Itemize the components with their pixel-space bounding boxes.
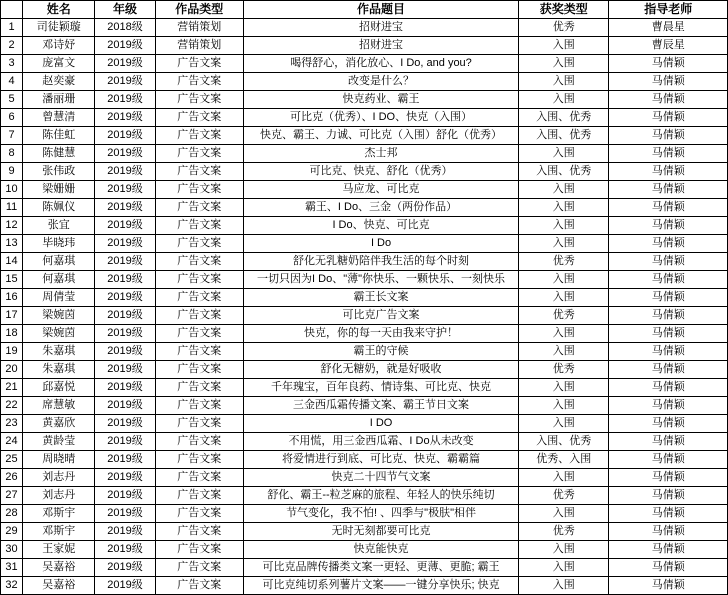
cell-type: 广告文案 (155, 289, 243, 307)
cell-name: 陈健慧 (23, 145, 95, 163)
cell-title: 招财进宝 (243, 37, 518, 55)
cell-title: 马应龙、可比克 (243, 181, 518, 199)
column-header-award: 获奖类型 (519, 1, 609, 19)
cell-grade: 2019级 (95, 541, 155, 559)
cell-index: 10 (1, 181, 23, 199)
cell-grade: 2019级 (95, 91, 155, 109)
cell-index: 23 (1, 415, 23, 433)
cell-type: 广告文案 (155, 451, 243, 469)
cell-type: 广告文案 (155, 523, 243, 541)
cell-type: 广告文案 (155, 559, 243, 577)
cell-tutor: 马倩颖 (609, 91, 728, 109)
cell-name: 邓斯宇 (23, 505, 95, 523)
cell-tutor: 马倩颖 (609, 433, 728, 451)
cell-award: 入围、优秀 (519, 433, 609, 451)
cell-type: 广告文案 (155, 127, 243, 145)
cell-index: 2 (1, 37, 23, 55)
cell-index: 15 (1, 271, 23, 289)
table-row (1, 433, 728, 451)
cell-tutor: 马倩颖 (609, 289, 728, 307)
cell-award: 优秀 (519, 19, 609, 37)
cell-award: 优秀 (519, 487, 609, 505)
cell-award: 入围 (519, 91, 609, 109)
cell-tutor: 马倩颖 (609, 523, 728, 541)
cell-grade: 2019级 (95, 433, 155, 451)
cell-name: 赵奕豪 (23, 73, 95, 91)
table-row (1, 379, 728, 397)
cell-type: 广告文案 (155, 397, 243, 415)
cell-grade: 2019级 (95, 559, 155, 577)
cell-award: 入围 (519, 37, 609, 55)
cell-title: 舒化无乳糖奶陪伴我生活的每个时刻 (243, 253, 518, 271)
cell-grade: 2019级 (95, 523, 155, 541)
cell-name: 毕晓玮 (23, 235, 95, 253)
cell-award: 入围 (519, 289, 609, 307)
column-header-name: 姓名 (23, 1, 95, 19)
cell-type: 广告文案 (155, 199, 243, 217)
cell-grade: 2019级 (95, 163, 155, 181)
cell-type: 广告文案 (155, 487, 243, 505)
cell-type: 广告文案 (155, 235, 243, 253)
cell-award: 优秀、入围 (519, 451, 609, 469)
cell-tutor: 马倩颖 (609, 163, 728, 181)
column-header-type: 作品类型 (155, 1, 243, 19)
cell-title: I Do (243, 235, 518, 253)
cell-tutor: 马倩颖 (609, 451, 728, 469)
cell-award: 入围 (519, 469, 609, 487)
cell-index: 7 (1, 127, 23, 145)
cell-name: 邓斯宇 (23, 523, 95, 541)
cell-award: 入围 (519, 325, 609, 343)
cell-name: 周倩莹 (23, 289, 95, 307)
column-header-grade: 年级 (95, 1, 155, 19)
cell-tutor: 马倩颖 (609, 145, 728, 163)
cell-index: 19 (1, 343, 23, 361)
cell-name: 席慧敏 (23, 397, 95, 415)
cell-title: 舒化无糖奶，就是好吸收 (243, 361, 518, 379)
cell-tutor: 马倩颖 (609, 361, 728, 379)
cell-title: 霸王的守候 (243, 343, 518, 361)
cell-title: 可比克纯切系列薯片文案——一键分享快乐; 快克 (243, 577, 518, 595)
cell-title: 快克药业、霸王 (243, 91, 518, 109)
cell-grade: 2019级 (95, 181, 155, 199)
cell-type: 广告文案 (155, 307, 243, 325)
cell-tutor: 马倩颖 (609, 469, 728, 487)
cell-name: 梁婉茵 (23, 307, 95, 325)
table-row (1, 19, 728, 37)
cell-index: 20 (1, 361, 23, 379)
cell-index: 30 (1, 541, 23, 559)
table-row (1, 469, 728, 487)
cell-title: 可比克、快克、舒化（优秀） (243, 163, 518, 181)
table-row (1, 271, 728, 289)
cell-title: 杰士邦 (243, 145, 518, 163)
cell-name: 司徒颖璇 (23, 19, 95, 37)
cell-grade: 2019级 (95, 451, 155, 469)
cell-index: 4 (1, 73, 23, 91)
cell-index: 13 (1, 235, 23, 253)
table-row (1, 127, 728, 145)
cell-award: 入围 (519, 577, 609, 595)
cell-grade: 2019级 (95, 379, 155, 397)
table-row (1, 577, 728, 595)
cell-tutor: 马倩颖 (609, 271, 728, 289)
cell-grade: 2019级 (95, 307, 155, 325)
table-row (1, 397, 728, 415)
cell-index: 9 (1, 163, 23, 181)
cell-title: 可比克品牌传播类文案一更轻、更薄、更脆; 霸王 (243, 559, 518, 577)
cell-tutor: 马倩颖 (609, 415, 728, 433)
cell-index: 1 (1, 19, 23, 37)
cell-title: 可比克广告文案 (243, 307, 518, 325)
cell-type: 广告文案 (155, 181, 243, 199)
cell-tutor: 马倩颖 (609, 397, 728, 415)
table-row (1, 559, 728, 577)
cell-grade: 2019级 (95, 577, 155, 595)
cell-name: 周晓晴 (23, 451, 95, 469)
cell-name: 刘志丹 (23, 487, 95, 505)
cell-award: 入围 (519, 343, 609, 361)
cell-title: 快克二十四节气文案 (243, 469, 518, 487)
cell-type: 广告文案 (155, 217, 243, 235)
cell-tutor: 马倩颖 (609, 325, 728, 343)
cell-tutor: 马倩颖 (609, 487, 728, 505)
cell-tutor: 马倩颖 (609, 217, 728, 235)
cell-title: 一切只因为I Do、"薄"你快乐、一颗快乐、一刻快乐 (243, 271, 518, 289)
cell-index: 11 (1, 199, 23, 217)
cell-tutor: 马倩颖 (609, 307, 728, 325)
cell-award: 入围 (519, 379, 609, 397)
cell-grade: 2019级 (95, 55, 155, 73)
cell-grade: 2019级 (95, 145, 155, 163)
cell-name: 王家妮 (23, 541, 95, 559)
cell-grade: 2019级 (95, 235, 155, 253)
table-row (1, 541, 728, 559)
cell-grade: 2019级 (95, 109, 155, 127)
cell-type: 广告文案 (155, 109, 243, 127)
table-row (1, 523, 728, 541)
table-row (1, 55, 728, 73)
cell-index: 32 (1, 577, 23, 595)
cell-index: 16 (1, 289, 23, 307)
cell-index: 25 (1, 451, 23, 469)
table-row (1, 37, 728, 55)
cell-award: 入围 (519, 505, 609, 523)
cell-title: 快克能快克 (243, 541, 518, 559)
cell-type: 营销策划 (155, 19, 243, 37)
table-row (1, 199, 728, 217)
cell-index: 14 (1, 253, 23, 271)
cell-index: 6 (1, 109, 23, 127)
cell-tutor: 马倩颖 (609, 235, 728, 253)
cell-name: 庞富文 (23, 55, 95, 73)
cell-index: 27 (1, 487, 23, 505)
cell-name: 何嘉琪 (23, 253, 95, 271)
cell-name: 张宜 (23, 217, 95, 235)
cell-tutor: 马倩颖 (609, 199, 728, 217)
table-row (1, 109, 728, 127)
cell-award: 入围 (519, 559, 609, 577)
cell-tutor: 马倩颖 (609, 505, 728, 523)
cell-title: 节气变化，我不怕! 、四季与"极肤"相伴 (243, 505, 518, 523)
column-header-index (1, 1, 23, 19)
cell-index: 18 (1, 325, 23, 343)
cell-tutor: 马倩颖 (609, 73, 728, 91)
cell-grade: 2019级 (95, 361, 155, 379)
cell-title: 无时无刻都要可比克 (243, 523, 518, 541)
cell-grade: 2019级 (95, 127, 155, 145)
cell-tutor: 马倩颖 (609, 379, 728, 397)
cell-grade: 2019级 (95, 217, 155, 235)
cell-index: 3 (1, 55, 23, 73)
table-header-row (1, 1, 728, 19)
cell-title: I DO (243, 415, 518, 433)
cell-award: 入围、优秀 (519, 163, 609, 181)
cell-title: 喝得舒心，消化放心、I Do, and you? (243, 55, 518, 73)
cell-title: 霸王、I Do、三金（两份作品） (243, 199, 518, 217)
cell-index: 22 (1, 397, 23, 415)
cell-name: 曾慧清 (23, 109, 95, 127)
cell-title: 可比克（优秀）、I DO、快克（入围） (243, 109, 518, 127)
cell-type: 广告文案 (155, 325, 243, 343)
cell-type: 广告文案 (155, 433, 243, 451)
cell-tutor: 马倩颖 (609, 577, 728, 595)
cell-award: 优秀 (519, 361, 609, 379)
cell-type: 广告文案 (155, 163, 243, 181)
cell-award: 入围 (519, 73, 609, 91)
cell-award: 入围 (519, 55, 609, 73)
cell-award: 优秀 (519, 307, 609, 325)
cell-index: 28 (1, 505, 23, 523)
cell-award: 入围 (519, 271, 609, 289)
cell-award: 入围 (519, 415, 609, 433)
cell-tutor: 曹晨星 (609, 19, 728, 37)
cell-type: 广告文案 (155, 55, 243, 73)
table-row (1, 217, 728, 235)
table-row (1, 91, 728, 109)
table-row (1, 307, 728, 325)
cell-index: 8 (1, 145, 23, 163)
table-body (1, 19, 728, 595)
cell-title: 快克、霸王、力诚、可比克（入围）舒化（优秀） (243, 127, 518, 145)
cell-type: 营销策划 (155, 37, 243, 55)
cell-index: 31 (1, 559, 23, 577)
cell-title: 舒化、霸王--粒芝麻的旅程、年轻人的快乐纯切 (243, 487, 518, 505)
cell-title: 将爱情进行到底、可比克、快克、霸霸篇 (243, 451, 518, 469)
cell-tutor: 马倩颖 (609, 253, 728, 271)
cell-grade: 2019级 (95, 271, 155, 289)
table-row (1, 415, 728, 433)
cell-type: 广告文案 (155, 73, 243, 91)
cell-award: 入围 (519, 541, 609, 559)
cell-index: 29 (1, 523, 23, 541)
cell-index: 21 (1, 379, 23, 397)
table-row (1, 451, 728, 469)
cell-tutor: 马倩颖 (609, 109, 728, 127)
cell-type: 广告文案 (155, 271, 243, 289)
cell-name: 陈姵仪 (23, 199, 95, 217)
cell-grade: 2019级 (95, 37, 155, 55)
cell-name: 朱嘉琪 (23, 343, 95, 361)
cell-type: 广告文案 (155, 145, 243, 163)
cell-type: 广告文案 (155, 91, 243, 109)
cell-type: 广告文案 (155, 379, 243, 397)
cell-index: 17 (1, 307, 23, 325)
cell-title: 改变是什么？ (243, 73, 518, 91)
cell-type: 广告文案 (155, 577, 243, 595)
cell-award: 入围 (519, 199, 609, 217)
cell-name: 梁婉茵 (23, 325, 95, 343)
cell-name: 吴嘉裕 (23, 559, 95, 577)
table-row (1, 289, 728, 307)
cell-title: 快克，你的每一天由我来守护！ (243, 325, 518, 343)
cell-title: 招财进宝 (243, 19, 518, 37)
cell-grade: 2019级 (95, 325, 155, 343)
cell-title: 三金西瓜霜传播文案、霸王节日文案 (243, 397, 518, 415)
table-row (1, 145, 728, 163)
cell-tutor: 马倩颖 (609, 181, 728, 199)
cell-award: 优秀 (519, 523, 609, 541)
cell-title: 千年瑰宝，百年良药、情诗集、可比克、快克 (243, 379, 518, 397)
table-row (1, 235, 728, 253)
cell-grade: 2019级 (95, 343, 155, 361)
table-row (1, 163, 728, 181)
table-row (1, 325, 728, 343)
cell-award: 入围、优秀 (519, 127, 609, 145)
cell-type: 广告文案 (155, 361, 243, 379)
column-header-tutor: 指导老师 (609, 1, 728, 19)
cell-name: 黄嘉欣 (23, 415, 95, 433)
cell-type: 广告文案 (155, 505, 243, 523)
table-row (1, 181, 728, 199)
cell-grade: 2018级 (95, 19, 155, 37)
cell-grade: 2019级 (95, 505, 155, 523)
cell-title: 霸王长文案 (243, 289, 518, 307)
cell-grade: 2019级 (95, 253, 155, 271)
cell-index: 12 (1, 217, 23, 235)
cell-name: 潘丽珊 (23, 91, 95, 109)
cell-index: 5 (1, 91, 23, 109)
cell-type: 广告文案 (155, 415, 243, 433)
table-row (1, 343, 728, 361)
cell-name: 邱嘉悦 (23, 379, 95, 397)
cell-award: 入围、优秀 (519, 109, 609, 127)
cell-grade: 2019级 (95, 199, 155, 217)
cell-name: 刘志丹 (23, 469, 95, 487)
cell-name: 陈佳虹 (23, 127, 95, 145)
cell-name: 张伟政 (23, 163, 95, 181)
cell-grade: 2019级 (95, 289, 155, 307)
cell-award: 入围 (519, 397, 609, 415)
cell-type: 广告文案 (155, 253, 243, 271)
table-row (1, 505, 728, 523)
cell-tutor: 马倩颖 (609, 541, 728, 559)
table-row (1, 361, 728, 379)
cell-type: 广告文案 (155, 343, 243, 361)
cell-award: 入围 (519, 181, 609, 199)
cell-name: 梁姗姗 (23, 181, 95, 199)
table-row (1, 487, 728, 505)
table-row (1, 73, 728, 91)
cell-index: 26 (1, 469, 23, 487)
cell-type: 广告文案 (155, 469, 243, 487)
cell-grade: 2019级 (95, 469, 155, 487)
cell-name: 何嘉琪 (23, 271, 95, 289)
cell-tutor: 马倩颖 (609, 127, 728, 145)
cell-award: 入围 (519, 145, 609, 163)
cell-title: 不用慌，用三金西瓜霜、I Do从未改变 (243, 433, 518, 451)
table-row (1, 253, 728, 271)
cell-type: 广告文案 (155, 541, 243, 559)
cell-grade: 2019级 (95, 415, 155, 433)
cell-name: 吴嘉裕 (23, 577, 95, 595)
cell-index: 24 (1, 433, 23, 451)
cell-name: 朱嘉琪 (23, 361, 95, 379)
cell-award: 入围 (519, 217, 609, 235)
cell-grade: 2019级 (95, 73, 155, 91)
cell-title: I Do、快克、可比克 (243, 217, 518, 235)
cell-tutor: 马倩颖 (609, 55, 728, 73)
cell-grade: 2019级 (95, 487, 155, 505)
cell-tutor: 曹辰星 (609, 37, 728, 55)
cell-name: 黄龄莹 (23, 433, 95, 451)
cell-award: 入围 (519, 235, 609, 253)
cell-name: 邓诗妤 (23, 37, 95, 55)
column-header-title: 作品题目 (243, 1, 518, 19)
cell-tutor: 马倩颖 (609, 559, 728, 577)
cell-grade: 2019级 (95, 397, 155, 415)
cell-award: 优秀 (519, 253, 609, 271)
cell-tutor: 马倩颖 (609, 343, 728, 361)
